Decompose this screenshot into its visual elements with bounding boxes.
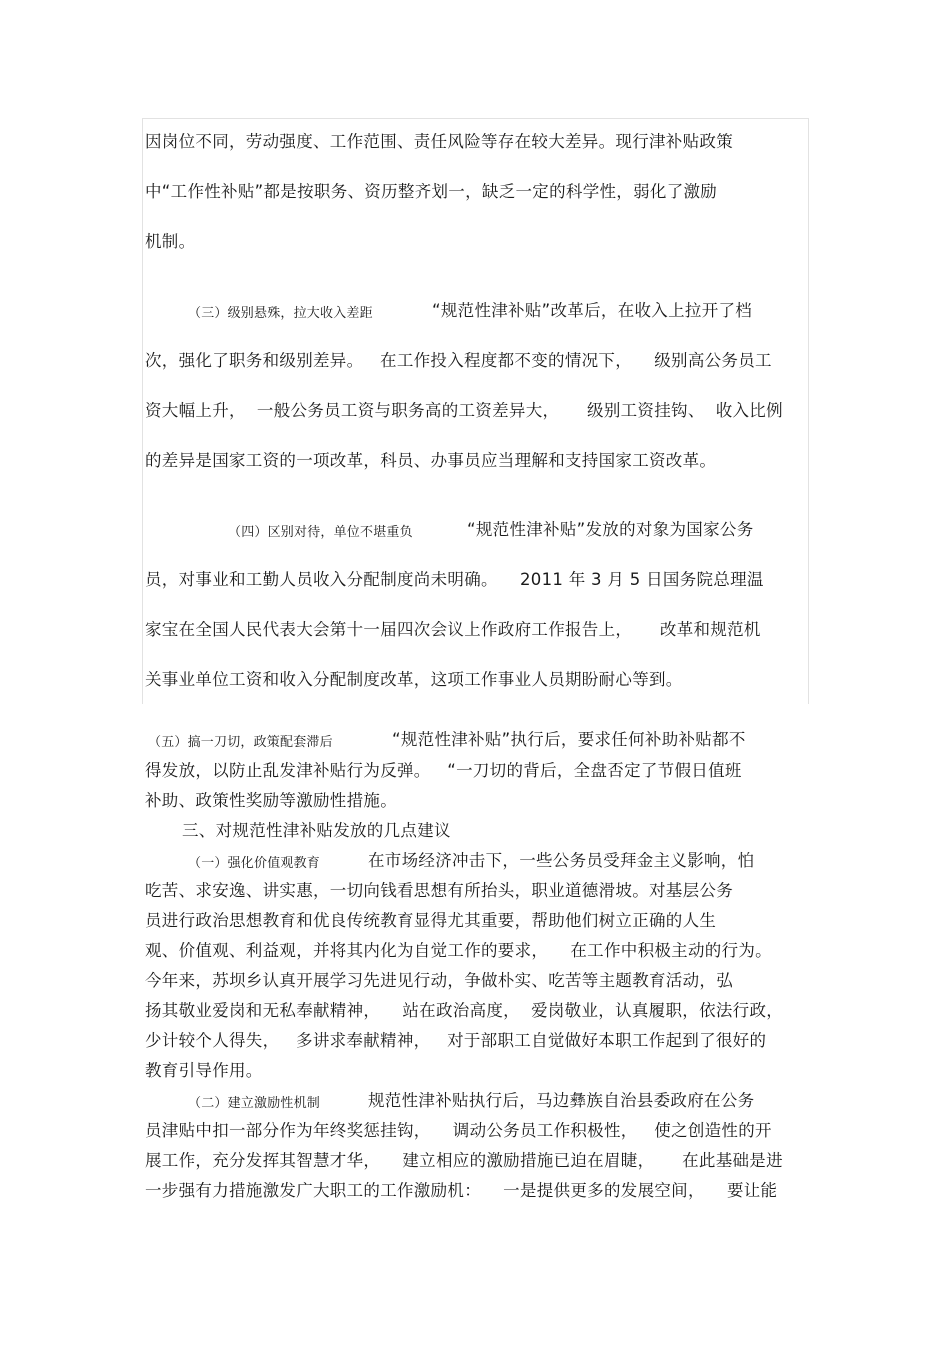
section-heading: （五）搞一刀切，政策配套滞后 — [148, 735, 333, 750]
sub-heading: （一）强化价值观教育 — [188, 856, 321, 871]
part-title: 三、对规范性津补贴发放的几点建议 — [182, 821, 451, 840]
paragraph-line: 观、价值观、利益观，并将其内化为自觉工作的要求， 在工作中积极主动的行为。 — [145, 941, 772, 960]
paragraph-line: 的差异是国家工资的一项改革，科员、办事员应当理解和支持国家工资改革。 — [145, 451, 717, 470]
paragraph-line: 员津贴中扣一部分作为年终奖惩挂钩， 调动公务员工作积极性， 使之创造性的开 — [145, 1121, 772, 1140]
paragraph-line: 机制。 — [145, 232, 196, 251]
paragraph-line: 吃苦、求安逸、讲实惠，一切向钱看思想有所抬头，职业道德滑坡。对基层公务 — [145, 881, 733, 900]
paragraph-line: 员，对事业和工勤人员收入分配制度尚未明确。 2011 年 3 月 5 日国务院总理温 — [145, 570, 764, 589]
paragraph-line: 扬其敬业爱岗和无私奉献精神， 站在政治高度， 爱岗敬业，认真履职，依法行政， — [145, 1001, 784, 1020]
paragraph-line: 展工作，充分发挥其智慧才华， 建立相应的激励措施已迫在眉睫， 在此基础是进 — [145, 1151, 783, 1170]
section-heading: （三）级别悬殊，拉大收入差距 — [188, 306, 373, 321]
paragraph-line: 资大幅上升， 一般公务员工资与职务高的工资差异大， 级别工资挂钩、 收入比例 — [145, 401, 783, 420]
section-lead: “规范性津补贴”发放的对象为国家公务 — [467, 520, 754, 539]
section-heading: （四）区别对待，单位不堪重负 — [228, 525, 413, 540]
section-lead: “规范性津补贴”执行后，要求任何补助补贴都不 — [392, 730, 746, 749]
paragraph-line: 补助、政策性奖励等激励性措施。 — [145, 791, 397, 810]
paragraph-line: 教育引导作用。 — [145, 1061, 263, 1080]
paragraph-line: 员进行政治思想教育和优良传统教育显得尤其重要，帮助他们树立正确的人生 — [145, 911, 717, 930]
paragraph-line: 得发放，以防止乱发津补贴行为反弹。 “一刀切的背后，全盘否定了节假日值班 — [145, 761, 742, 780]
paragraph-line: 少计较个人得失， 多讲求奉献精神， 对于部职工自觉做好本职工作起到了很好的 — [145, 1031, 767, 1050]
sub-lead: 规范性津补贴执行后，马边彝族自治县委政府在公务 — [368, 1091, 755, 1110]
paragraph-line: 因岗位不同，劳动强度、工作范围、责任风险等存在较大差异。现行津补贴政策 — [145, 132, 733, 151]
paragraph-line: 关事业单位工资和收入分配制度改革，这项工作事业人员期盼耐心等到。 — [145, 670, 683, 689]
paragraph-line: 今年来，苏坝乡认真开展学习先进见行动，争做朴实、吃苦等主题教育活动，弘 — [145, 971, 733, 990]
section-lead: “规范性津补贴”改革后，在收入上拉开了档 — [432, 301, 753, 320]
paragraph-line: 中“工作性补贴”都是按职务、资历整齐划一，缺乏一定的科学性，弱化了激励 — [145, 182, 718, 201]
sub-lead: 在市场经济冲击下，一些公务员受拜金主义影响，怕 — [368, 851, 755, 870]
paragraph-line: 次，强化了职务和级别差异。 在工作投入程度都不变的情况下， 级别高公务员工 — [145, 351, 772, 370]
sub-heading: （二）建立激励性机制 — [188, 1096, 321, 1111]
paragraph-line: 一步强有力措施激发广大职工的工作激励机： 一是提供更多的发展空间， 要让能 — [145, 1181, 778, 1200]
paragraph-line: 家宝在全国人民代表大会第十一届四次会议上作政府工作报告上， 改革和规范机 — [145, 620, 761, 639]
